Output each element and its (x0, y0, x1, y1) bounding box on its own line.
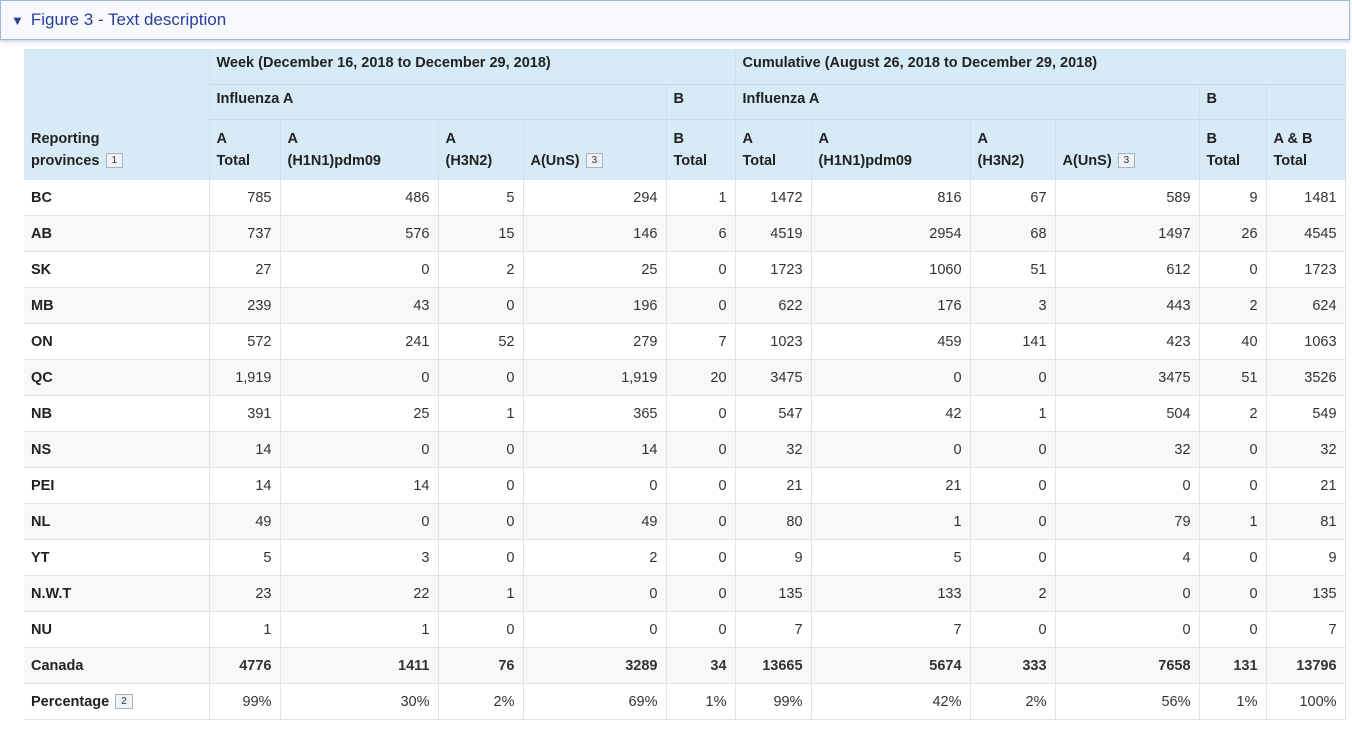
table-cell: 32 (1266, 432, 1345, 468)
table-cell: 7 (1266, 612, 1345, 648)
table-cell: 196 (523, 288, 666, 324)
table-cell: 5 (209, 540, 280, 576)
table-cell: 133 (811, 576, 970, 612)
table-cell: 0 (1055, 576, 1199, 612)
table-row (24, 648, 1345, 684)
table-cell: 0 (666, 468, 735, 504)
table-cell: 76 (438, 648, 523, 684)
col-cum-auns: A(UnS) 3 (1055, 120, 1199, 181)
table-cell: 9 (735, 540, 811, 576)
table-cell: 1723 (735, 252, 811, 288)
table-cell: 49 (209, 504, 280, 540)
footnote-link-3[interactable]: 3 (1118, 153, 1136, 168)
table-cell: 2% (438, 684, 523, 720)
table-cell: 3 (970, 288, 1055, 324)
table-cell: 0 (1199, 468, 1266, 504)
table-cell: 14 (209, 432, 280, 468)
table-cell: 239 (209, 288, 280, 324)
table-cell: 0 (523, 468, 666, 504)
table-cell: 0 (438, 432, 523, 468)
table-cell: 2 (1199, 396, 1266, 432)
table-row (24, 468, 1345, 504)
table-cell: 99% (735, 684, 811, 720)
table-row (24, 612, 1345, 648)
table-cell: 4519 (735, 216, 811, 252)
row-header-reporting-provinces: Reporting provinces 1 (24, 49, 209, 180)
week-influenza-a-header: Influenza A (209, 85, 666, 120)
table-cell: 32 (735, 432, 811, 468)
row-province-label: NS (24, 432, 209, 468)
table-cell: 13796 (1266, 648, 1345, 684)
row-province-label: YT (24, 540, 209, 576)
data-table-container (24, 49, 1345, 720)
table-cell: 1472 (735, 180, 811, 216)
table-cell: 1497 (1055, 216, 1199, 252)
table-cell: 0 (970, 432, 1055, 468)
table-cell: 68 (970, 216, 1055, 252)
table-cell: 572 (209, 324, 280, 360)
table-cell: 21 (811, 468, 970, 504)
table-cell: 99% (209, 684, 280, 720)
row-province-label: AB (24, 216, 209, 252)
table-cell: 49 (523, 504, 666, 540)
table-cell: 14 (280, 468, 438, 504)
table-cell: 0 (1199, 576, 1266, 612)
col-week-a-total: A Total (209, 120, 280, 181)
table-cell: 9 (1266, 540, 1345, 576)
table-cell: 34 (666, 648, 735, 684)
table-cell: 1 (438, 576, 523, 612)
table-cell: 0 (1055, 468, 1199, 504)
table-cell: 486 (280, 180, 438, 216)
table-cell: 1% (666, 684, 735, 720)
table-cell: 5674 (811, 648, 970, 684)
table-cell: 0 (1199, 540, 1266, 576)
table-cell: 42% (811, 684, 970, 720)
table-cell: 1063 (1266, 324, 1345, 360)
table-cell: 1 (1199, 504, 1266, 540)
table-cell: 7 (811, 612, 970, 648)
table-cell: 15 (438, 216, 523, 252)
table-cell: 365 (523, 396, 666, 432)
table-cell: 0 (438, 612, 523, 648)
table-row (24, 540, 1345, 576)
table-cell: 391 (209, 396, 280, 432)
table-cell: 0 (438, 504, 523, 540)
table-cell: 0 (280, 360, 438, 396)
table-cell: 51 (970, 252, 1055, 288)
table-cell: 1023 (735, 324, 811, 360)
table-row (24, 216, 1345, 252)
table-cell: 7 (735, 612, 811, 648)
col-cum-a-total: A Total (735, 120, 811, 181)
table-cell: 5 (811, 540, 970, 576)
table-cell: 81 (1266, 504, 1345, 540)
table-cell: 1 (280, 612, 438, 648)
table-cell: 3526 (1266, 360, 1345, 396)
cum-influenza-a-header: Influenza A (735, 85, 1199, 120)
figure-description-toggle[interactable] (0, 0, 1350, 40)
table-cell: 79 (1055, 504, 1199, 540)
footnote-link-1[interactable]: 1 (106, 153, 124, 168)
table-cell: 612 (1055, 252, 1199, 288)
table-cell: 737 (209, 216, 280, 252)
row-province-label: ON (24, 324, 209, 360)
table-row (24, 396, 1345, 432)
table-cell: 1411 (280, 648, 438, 684)
table-cell: 3289 (523, 648, 666, 684)
table-cell: 20 (666, 360, 735, 396)
table-cell: 0 (438, 360, 523, 396)
table-cell: 0 (523, 612, 666, 648)
table-cell: 1 (811, 504, 970, 540)
table-row (24, 288, 1345, 324)
row-province-label: Percentage 2 (24, 684, 209, 720)
row-province-label: MB (24, 288, 209, 324)
cum-b-header: B (1199, 85, 1266, 120)
table-cell: 279 (523, 324, 666, 360)
table-cell: 785 (209, 180, 280, 216)
table-cell: 26 (1199, 216, 1266, 252)
table-cell: 0 (280, 504, 438, 540)
col-week-h3n2: A (H3N2) (438, 120, 523, 181)
table-cell: 622 (735, 288, 811, 324)
table-cell: 43 (280, 288, 438, 324)
table-cell: 0 (666, 576, 735, 612)
col-cum-ab-total: A & B Total (1266, 120, 1345, 181)
table-cell: 0 (666, 504, 735, 540)
table-row (24, 360, 1345, 396)
table-cell: 67 (970, 180, 1055, 216)
table-cell: 624 (1266, 288, 1345, 324)
footnote-link-3[interactable]: 3 (586, 153, 604, 168)
table-cell: 294 (523, 180, 666, 216)
table-cell: 576 (280, 216, 438, 252)
table-cell: 5 (438, 180, 523, 216)
table-cell: 0 (1055, 612, 1199, 648)
col-week-auns: A(UnS) 3 (523, 120, 666, 181)
table-row (24, 576, 1345, 612)
table-cell: 3475 (1055, 360, 1199, 396)
table-cell: 21 (1266, 468, 1345, 504)
table-cell: 0 (970, 540, 1055, 576)
triangle-down-icon: ▼ (11, 12, 24, 28)
table-cell: 0 (970, 612, 1055, 648)
table-cell: 1 (209, 612, 280, 648)
table-cell: 0 (666, 432, 735, 468)
table-row (24, 504, 1345, 540)
table-cell: 547 (735, 396, 811, 432)
table-cell: 40 (1199, 324, 1266, 360)
table-cell: 0 (666, 612, 735, 648)
table-cell: 0 (280, 252, 438, 288)
table-cell: 3 (280, 540, 438, 576)
table-cell: 42 (811, 396, 970, 432)
table-cell: 1060 (811, 252, 970, 288)
table-cell: 0 (811, 432, 970, 468)
table-cell: 0 (970, 504, 1055, 540)
table-cell: 1,919 (209, 360, 280, 396)
table-cell: 4545 (1266, 216, 1345, 252)
table-cell: 0 (666, 396, 735, 432)
col-cum-h3n2: A (H3N2) (970, 120, 1055, 181)
table-cell: 9 (1199, 180, 1266, 216)
table-cell: 2 (970, 576, 1055, 612)
table-cell: 14 (523, 432, 666, 468)
row-province-label: NL (24, 504, 209, 540)
table-cell: 4 (1055, 540, 1199, 576)
table-row (24, 432, 1345, 468)
table-cell: 1,919 (523, 360, 666, 396)
table-cell: 2% (970, 684, 1055, 720)
row-province-label: NB (24, 396, 209, 432)
col-week-b-total: B Total (666, 120, 735, 181)
table-cell: 4776 (209, 648, 280, 684)
table-cell: 0 (666, 252, 735, 288)
row-province-label: SK (24, 252, 209, 288)
table-cell: 25 (280, 396, 438, 432)
row-province-label: Canada (24, 648, 209, 684)
table-cell: 7 (666, 324, 735, 360)
table-row (24, 324, 1345, 360)
table-cell: 459 (811, 324, 970, 360)
footnote-link-2[interactable]: 2 (115, 694, 133, 709)
table-cell: 2 (523, 540, 666, 576)
table-cell: 423 (1055, 324, 1199, 360)
table-row (24, 180, 1345, 216)
table-cell: 0 (438, 540, 523, 576)
table-cell: 6 (666, 216, 735, 252)
table-cell: 25 (523, 252, 666, 288)
table-cell: 56% (1055, 684, 1199, 720)
table-cell: 100% (1266, 684, 1345, 720)
table-cell: 549 (1266, 396, 1345, 432)
table-cell: 0 (438, 468, 523, 504)
table-cell: 176 (811, 288, 970, 324)
row-province-label: NU (24, 612, 209, 648)
table-cell: 131 (1199, 648, 1266, 684)
table-cell: 589 (1055, 180, 1199, 216)
table-row (24, 252, 1345, 288)
table-cell: 141 (970, 324, 1055, 360)
table-cell: 0 (970, 468, 1055, 504)
table-cell: 7658 (1055, 648, 1199, 684)
table-cell: 0 (666, 288, 735, 324)
table-cell: 1481 (1266, 180, 1345, 216)
table-cell: 1723 (1266, 252, 1345, 288)
col-cum-h1n1: A (H1N1)pdm09 (811, 120, 970, 181)
col-cum-b-total: B Total (1199, 120, 1266, 181)
cum-empty-header (1266, 85, 1345, 120)
table-cell: 0 (438, 288, 523, 324)
table-cell: 21 (735, 468, 811, 504)
table-cell: 1 (970, 396, 1055, 432)
table-cell: 504 (1055, 396, 1199, 432)
row-province-label: N.W.T (24, 576, 209, 612)
table-cell: 1 (438, 396, 523, 432)
row-province-label: PEI (24, 468, 209, 504)
table-cell: 0 (1199, 612, 1266, 648)
table-cell: 135 (735, 576, 811, 612)
table-row (24, 684, 1345, 720)
table-cell: 0 (523, 576, 666, 612)
week-header: Week (December 16, 2018 to December 29, 2018) (209, 49, 735, 85)
table-cell: 23 (209, 576, 280, 612)
table-cell: 816 (811, 180, 970, 216)
table-cell: 32 (1055, 432, 1199, 468)
table-cell: 2 (438, 252, 523, 288)
table-cell: 0 (666, 540, 735, 576)
col-week-h1n1: A (H1N1)pdm09 (280, 120, 438, 181)
cumulative-header: Cumulative (August 26, 2018 to December 29, 2018) (735, 49, 1345, 85)
summary-title: Figure 3 - Text description (30, 10, 227, 29)
table-cell: 443 (1055, 288, 1199, 324)
table-cell: 0 (1199, 432, 1266, 468)
table-cell: 80 (735, 504, 811, 540)
table-cell: 52 (438, 324, 523, 360)
table-cell: 14 (209, 468, 280, 504)
table-cell: 2954 (811, 216, 970, 252)
table-cell: 30% (280, 684, 438, 720)
influenza-data-table (24, 49, 1346, 720)
table-cell: 3475 (735, 360, 811, 396)
table-cell: 1% (1199, 684, 1266, 720)
table-cell: 22 (280, 576, 438, 612)
table-cell: 0 (1199, 252, 1266, 288)
table-cell: 0 (811, 360, 970, 396)
table-cell: 0 (970, 360, 1055, 396)
table-cell: 27 (209, 252, 280, 288)
table-cell: 69% (523, 684, 666, 720)
table-cell: 13665 (735, 648, 811, 684)
table-cell: 146 (523, 216, 666, 252)
week-b-header: B (666, 85, 735, 120)
table-cell: 135 (1266, 576, 1345, 612)
table-cell: 51 (1199, 360, 1266, 396)
table-cell: 333 (970, 648, 1055, 684)
table-cell: 241 (280, 324, 438, 360)
row-province-label: QC (24, 360, 209, 396)
table-cell: 2 (1199, 288, 1266, 324)
table-cell: 1 (666, 180, 735, 216)
row-province-label: BC (24, 180, 209, 216)
table-cell: 0 (280, 432, 438, 468)
